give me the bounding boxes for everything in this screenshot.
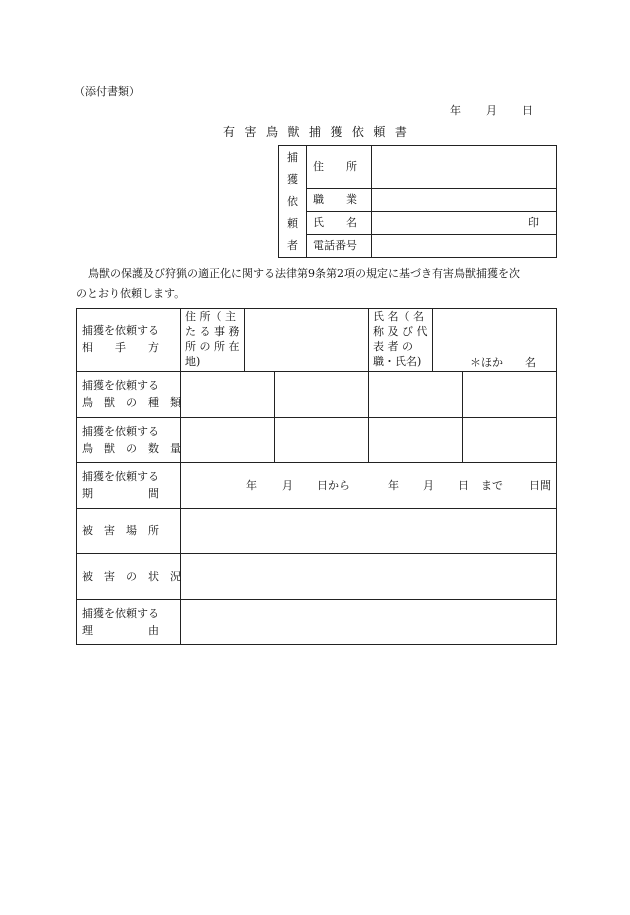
page-title: 有 害 鳥 獣 捕 獲 依 頼 書: [223, 125, 407, 139]
period-label-2: 期 間: [82, 487, 159, 500]
period-days: 日間: [529, 479, 551, 492]
seal-mark: 印: [528, 216, 539, 229]
period-year-from: 年: [246, 479, 257, 492]
attachment-label: （添付書類）: [74, 85, 140, 98]
reason-label-2: 理 由: [82, 624, 159, 637]
body-text-line2: のとおり依頼します。: [76, 287, 186, 300]
period-month-from: 月: [282, 479, 293, 492]
requester-name-label: 氏 名: [313, 216, 357, 229]
date-month: 月: [486, 104, 497, 117]
damage-status-label: 被 害 の 状 況: [82, 570, 181, 583]
period-day-to: 日: [458, 479, 469, 492]
address-label-1: 住 所（ 主: [185, 310, 236, 323]
address-label-4: 地): [185, 355, 201, 368]
requester-vertical-2: 獲: [287, 173, 298, 186]
species-label-1: 捕獲を依頼する: [82, 379, 159, 392]
name-label-2: 称 及 び 代: [373, 325, 428, 338]
requester-vertical-5: 者: [287, 239, 298, 252]
period-day-from: 日から: [317, 479, 350, 492]
quantity-label-1: 捕獲を依頼する: [82, 425, 159, 438]
reason-label-1: 捕獲を依頼する: [82, 607, 159, 620]
requester-vertical-1: 捕: [287, 151, 298, 164]
date-day: 日: [522, 104, 533, 117]
name-label-4: 職・氏名): [373, 355, 422, 368]
others-count: ＊ほか 名: [470, 356, 536, 369]
requester-address-label: 住 所: [313, 160, 357, 173]
name-label-1: 氏 名（ 名: [373, 310, 424, 323]
period-until: まで: [481, 479, 503, 492]
damage-place-label: 被 害 場 所: [82, 524, 159, 537]
requester-occupation-label: 職 業: [313, 193, 357, 206]
date-year: 年: [450, 104, 461, 117]
body-text-line1: 鳥獣の保護及び狩猟の適正化に関する法律第9条第2項の規定に基づき有害鳥獣捕獲を次: [88, 267, 520, 280]
requester-vertical-3: 依: [287, 195, 298, 208]
period-year-to: 年: [388, 479, 399, 492]
quantity-label-2: 鳥 獣 の 数 量: [82, 442, 181, 455]
period-month-to: 月: [423, 479, 434, 492]
address-label-2: た る 事 務: [185, 325, 240, 338]
requester-vertical-4: 頼: [287, 217, 298, 230]
counterparty-label-1: 捕獲を依頼する: [82, 324, 159, 337]
species-label-2: 鳥 獣 の 種 類: [82, 396, 181, 409]
name-label-3: 表 者 の: [373, 340, 413, 353]
address-label-3: 所 の 所 在: [185, 340, 240, 353]
counterparty-label-2: 相 手 方: [82, 341, 159, 354]
period-label-1: 捕獲を依頼する: [82, 470, 159, 483]
requester-phone-label: 電話番号: [313, 239, 357, 252]
